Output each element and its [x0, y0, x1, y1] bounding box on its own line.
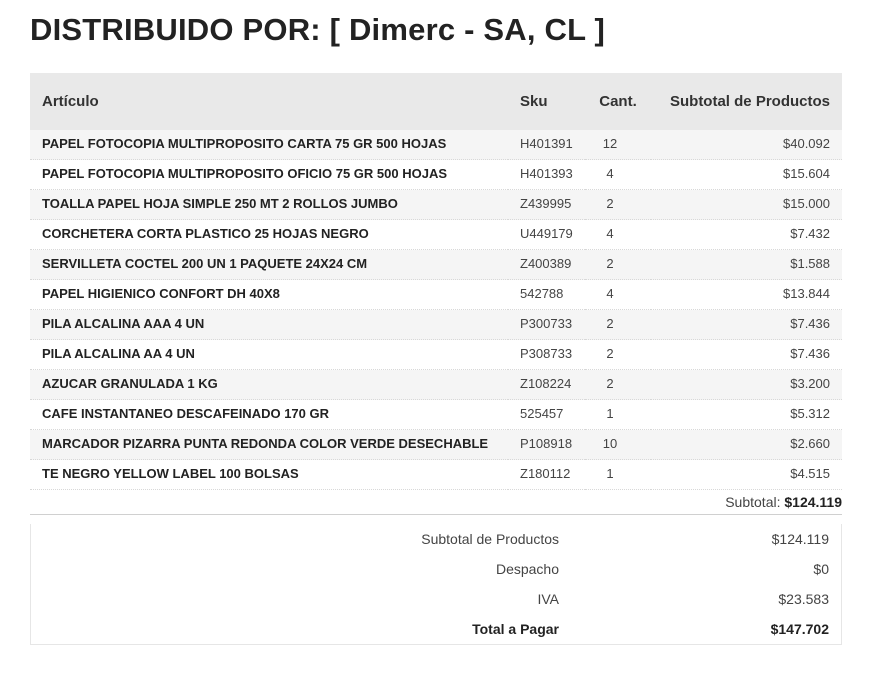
- item-sku: U449179: [508, 220, 585, 250]
- item-name: SERVILLETA COCTEL 200 UN 1 PAQUETE 24X24 CM: [30, 250, 508, 280]
- item-name: PAPEL HIGIENICO CONFORT DH 40X8: [30, 280, 508, 310]
- item-qty: 2: [585, 190, 651, 220]
- table-row: [30, 340, 842, 370]
- item-sku: P108918: [508, 430, 585, 460]
- item-sku: 542788: [508, 280, 585, 310]
- table-row: [30, 310, 842, 340]
- column-header-qty: Cant.: [585, 73, 651, 130]
- table-row: [30, 370, 842, 400]
- table-row: [30, 190, 842, 220]
- table-row: [30, 280, 842, 310]
- item-qty: 12: [585, 130, 651, 160]
- table-row: [30, 460, 842, 490]
- item-name: PILA ALCALINA AAA 4 UN: [30, 310, 508, 340]
- item-name: PAPEL FOTOCOPIA MULTIPROPOSITO CARTA 75 GR 500 HOJAS: [30, 130, 508, 160]
- item-subtotal: $7.432: [651, 220, 842, 250]
- item-qty: 2: [585, 340, 651, 370]
- table-row: [30, 400, 842, 430]
- item-sku: Z439995: [508, 190, 585, 220]
- item-subtotal: $3.200: [651, 370, 842, 400]
- item-sku: 525457: [508, 400, 585, 430]
- table-subtotal-label: Subtotal:: [725, 494, 781, 510]
- totals-grand-total-row: [31, 614, 841, 644]
- item-name: PAPEL FOTOCOPIA MULTIPROPOSITO OFICIO 75 GR 500 HOJAS: [30, 160, 508, 190]
- table-header-row: [30, 73, 842, 130]
- item-sku: P300733: [508, 310, 585, 340]
- item-sku: Z180112: [508, 460, 585, 490]
- table-row: [30, 250, 842, 280]
- item-subtotal: $7.436: [651, 340, 842, 370]
- item-qty: 2: [585, 370, 651, 400]
- totals-shipping-label: Despacho: [495, 561, 559, 577]
- order-items-table: [30, 73, 842, 515]
- item-subtotal: $2.660: [651, 430, 842, 460]
- item-sku: P308733: [508, 340, 585, 370]
- item-subtotal: $15.000: [651, 190, 842, 220]
- totals-tax-row: [31, 584, 841, 614]
- item-name: MARCADOR PIZARRA PUNTA REDONDA COLOR VERDE DESECHABLE: [30, 430, 508, 460]
- totals-tax-label: IVA: [537, 591, 559, 607]
- order-totals-panel: [30, 524, 842, 645]
- item-qty: 2: [585, 250, 651, 280]
- item-subtotal: $13.844: [651, 280, 842, 310]
- item-name: AZUCAR GRANULADA 1 KG: [30, 370, 508, 400]
- item-sku: H401391: [508, 130, 585, 160]
- table-row: [30, 220, 842, 250]
- column-header-article: Artículo: [30, 73, 508, 130]
- item-subtotal: $1.588: [651, 250, 842, 280]
- item-qty: 4: [585, 220, 651, 250]
- totals-grand-total-value: $147.702: [770, 621, 829, 637]
- item-name: TE NEGRO YELLOW LABEL 100 BOLSAS: [30, 460, 508, 490]
- item-subtotal: $4.515: [651, 460, 842, 490]
- totals-shipping-value: $0: [813, 561, 829, 577]
- table-subtotal-value: $124.119: [784, 494, 842, 510]
- item-subtotal: $15.604: [651, 160, 842, 190]
- totals-tax-value: $23.583: [778, 591, 829, 607]
- item-qty: 1: [585, 400, 651, 430]
- item-qty: 2: [585, 310, 651, 340]
- item-sku: Z400389: [508, 250, 585, 280]
- item-sku: H401393: [508, 160, 585, 190]
- item-name: PILA ALCALINA AA 4 UN: [30, 340, 508, 370]
- column-header-sku: Sku: [508, 73, 585, 130]
- item-subtotal: $5.312: [651, 400, 842, 430]
- table-row: [30, 130, 842, 160]
- totals-products-value: $124.119: [771, 531, 829, 547]
- totals-products-row: [31, 524, 841, 554]
- table-row: [30, 160, 842, 190]
- item-qty: 4: [585, 280, 651, 310]
- table-subtotal-row: [30, 490, 842, 515]
- item-qty: 4: [585, 160, 651, 190]
- item-name: TOALLA PAPEL HOJA SIMPLE 250 MT 2 ROLLOS JUMBO: [30, 190, 508, 220]
- item-subtotal: $7.436: [651, 310, 842, 340]
- table-subtotal-cell: [30, 490, 842, 515]
- item-name: CAFE INSTANTANEO DESCAFEINADO 170 GR: [30, 400, 508, 430]
- table-row: [30, 430, 842, 460]
- item-name: CORCHETERA CORTA PLASTICO 25 HOJAS NEGRO: [30, 220, 508, 250]
- totals-shipping-row: [31, 554, 841, 584]
- totals-products-label: Subtotal de Productos: [421, 531, 559, 547]
- column-header-subtotal: Subtotal de Productos: [651, 73, 842, 130]
- distributor-title: DISTRIBUIDO POR: [ Dimerc - SA, CL ]: [30, 12, 606, 47]
- item-subtotal: $40.092: [651, 130, 842, 160]
- item-qty: 1: [585, 460, 651, 490]
- item-qty: 10: [585, 430, 651, 460]
- item-sku: Z108224: [508, 370, 585, 400]
- totals-grand-total-label: Total a Pagar: [472, 621, 559, 637]
